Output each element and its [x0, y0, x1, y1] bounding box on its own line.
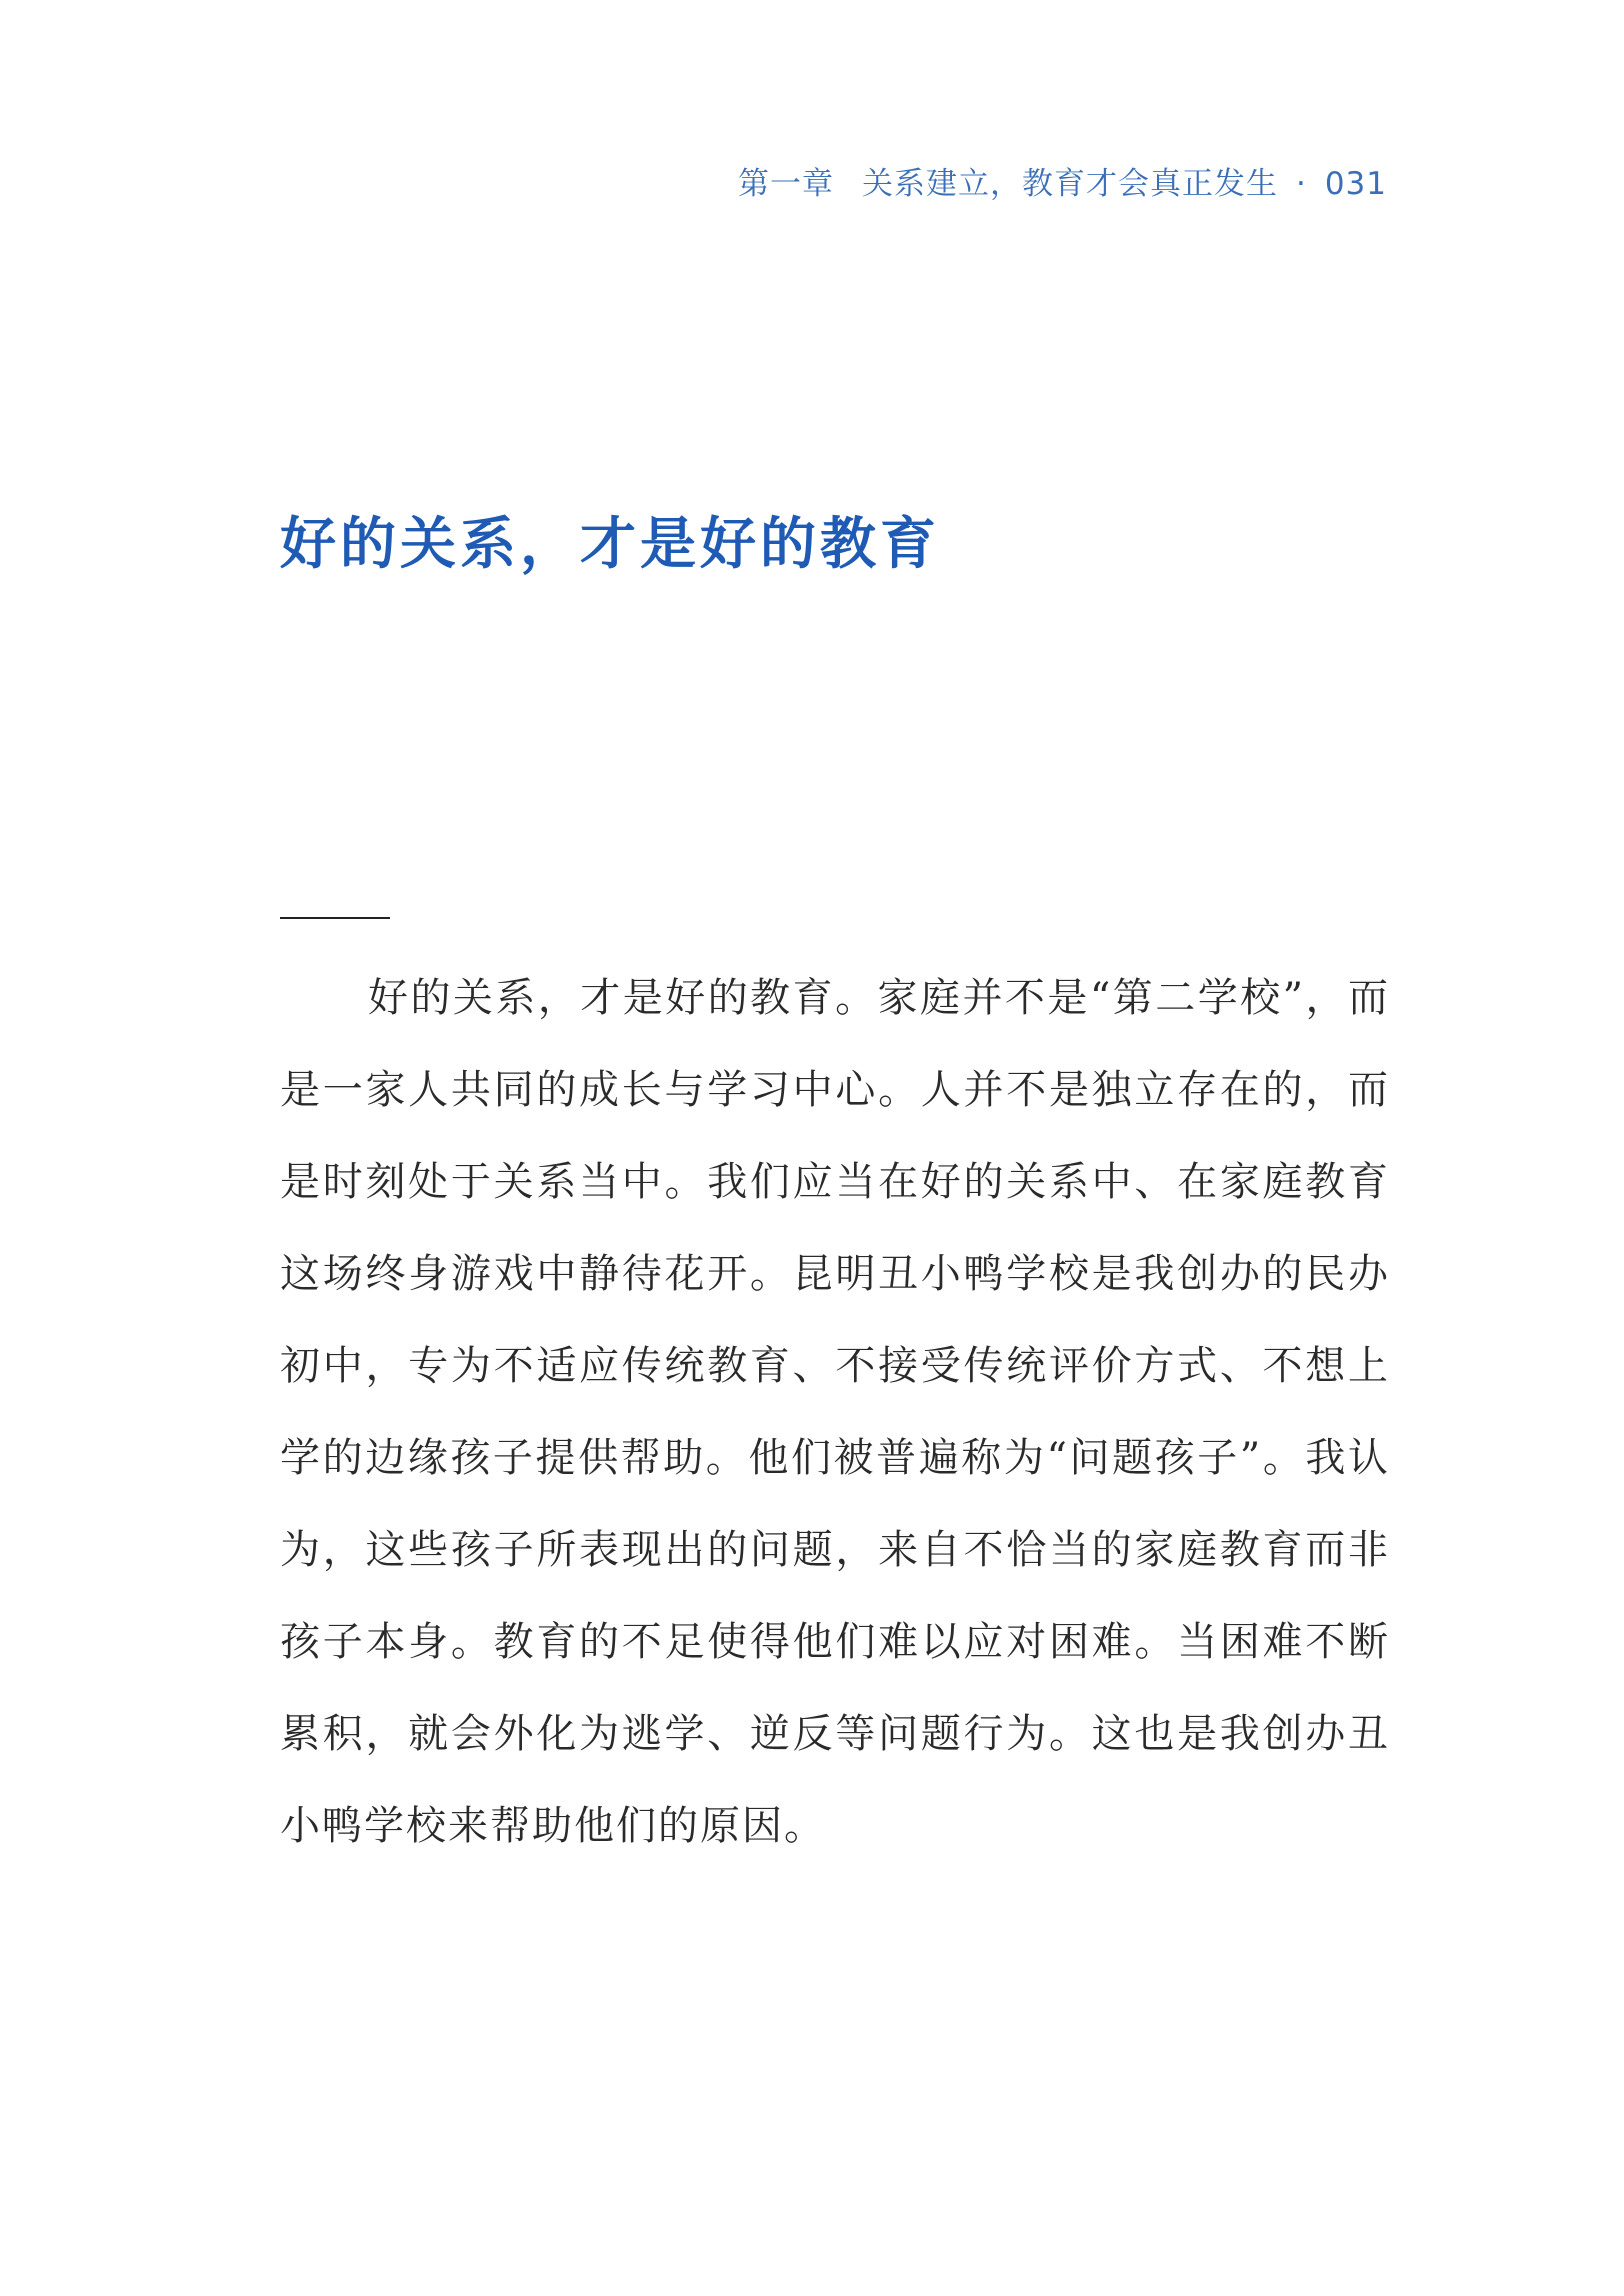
header-separator: · — [1295, 166, 1307, 202]
section-divider — [280, 917, 390, 919]
page-number: 031 — [1324, 166, 1387, 202]
running-header — [738, 158, 1387, 203]
header-chapter-title: 关系建立，教育才会真正发生 — [861, 166, 1278, 202]
section-title: 好的关系，才是好的教育 — [280, 511, 940, 577]
header-chapter: 第一章 — [737, 166, 834, 202]
body-paragraph: 好的关系，才是好的教育。家庭并不是“第二学校”，而是一家人共同的成长与学习中心。人并不是独立存在的，而是时刻处于关系当中。我们应当在好的关系中、在家庭教育这场终身游戏中静待花开。昆明丑小鸭学校是我创办的民办初中，专为不适应传统教育、不接受传统评价方式、不想上学的边缘孩子提供帮助。他们被普遍称为“问题孩子”。我认为，这些孩子所表现出的问题，来自不恰当的家庭教育而非孩子本身。教育的不足使得他们难以应对困难。当困难不断累积，就会外化为逃学、逆反等问题行为。这也是我创办丑小鸭学校来帮助他们的原因。 — [280, 975, 1390, 1849]
